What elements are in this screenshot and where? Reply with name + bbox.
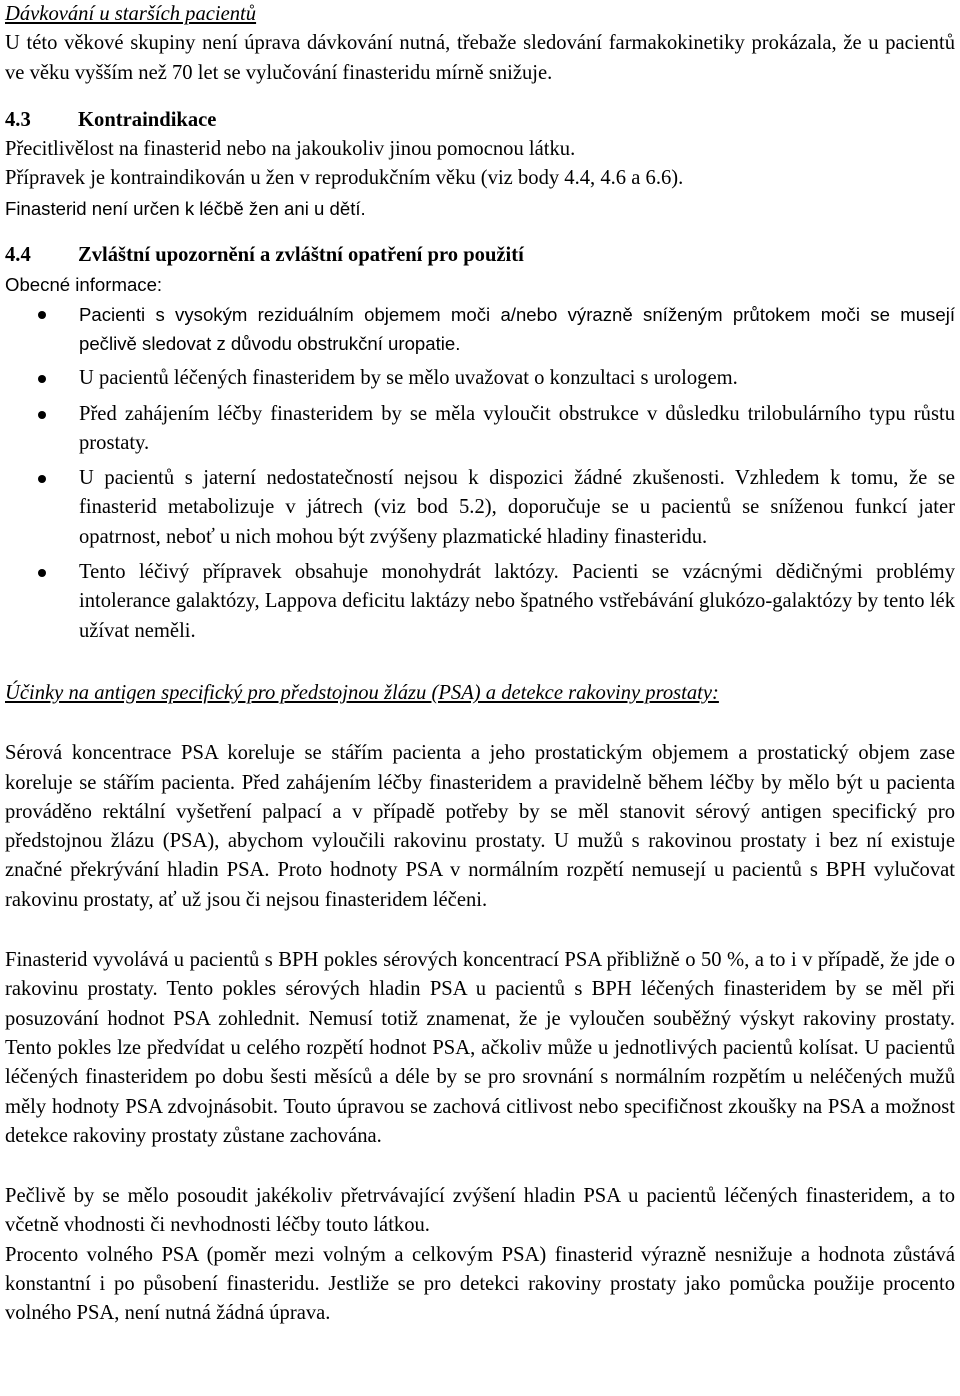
document-page [5,0,955,1329]
section-number: 4.3 [5,108,31,131]
section-4-4-heading [5,241,955,270]
psa-paragraph: Procento volného PSA (poměr mezi volným a celkovým PSA) finasterid výrazně nesnižuje a hodnota zůstává konstantní i po působení finasteridu. Jestliže se pro detekci rakoviny prostaty jako pomůcka použije procento volného PSA, není nutná žádná úprava. [5,1243,955,1325]
psa-paragraph: Finasterid vyvolává u pacientů s BPH pokles sérových koncentrací PSA přibližně o 50 %, a to i v případě, že jde o rakovinu prostaty. Tento pokles sérových hladin PSA u pacientů s BPH léčených finasteridem by se měl při posuzování hodnot PSA zohlednit. Nemusí totiž znamenat, že je vyloučen souběžný výskyt rakoviny prostaty. Tento pokles lze předvídat u celého rozpětí hodnot PSA, ačkoliv může u jednotlivých pacientů kolísat. U pacientů léčených finasteridem po dobu šesti měsíců a déle by se pro srovnání s normálním rozpětím u neléčených mužů měly hodnoty PSA zdvojnásobit. Touto úpravou se zachová citlivost nebo specifičnost zkoušky na PSA a možnost detekce rakoviny prostaty zůstane zachována. [5,949,955,1147]
psa-paragraph: Sérová koncentrace PSA koreluje se stářím pacienta a jeho prostatickým objemem a prostatický objem zase koreluje se stářím pacienta. Před zahájením léčby finasteridem a pravidelně během léčby by mělo být u pacienta prováděno rektální vyšetření palpací a v případě potřeby by se měl stanovit sérový antigen specifický pro předstojnou žlázu (PSA), abychom vyloučili rakovinu prostaty. U mužů s rakovinou prostaty i bez ní existuje značné překrývání hladin PSA. Proto hodnoty PSA v normálním rozpětí nemusejí u pacientů s BPH vylučovat rakovinu prostaty, ať už jsou či nejsou finasteridem léčeni. [5,742,955,911]
psa-paragraph: Pečlivě by se mělo posoudit jakékoliv přetrvávající zvýšení hladin PSA u pacientů léčených finasteridem, a to včetně vhodnosti či nevhodnosti léčby touto látkou. [5,1185,955,1237]
list-item: U pacientů léčených finasteridem by se mělo uvažovat o konzultaci s urologem. [5,364,955,393]
section-title: Zvláštní upozornění a zvláštní opatření pro použití [78,244,524,267]
list-item: Tento léčivý přípravek obsahuje monohydrát laktózy. Pacienti se vzácnými dědičnými problémy intolerance galaktózy, Lappova deficitu laktázy nebo špatného vstřebávání glukózo-galaktózy by tento lék užívat neměli. [5,558,955,646]
contraindication-line: Finasterid není určen k léčbě žen ani u dětí. [5,197,366,219]
elderly-dosing-text: U této věkové skupiny není úprava dávkování nutná, třebaže sledování farmakokinetiky prokázala, že u pacientů ve věku vyšším než 70 let se vylučování finasteridu mírně snižuje. [5,32,955,84]
general-info-label: Obecné informace: [5,274,163,296]
warnings-list [5,300,955,646]
bullet-icon [38,375,46,383]
section-title: Kontraindikace [78,108,217,131]
list-item: Pacienti s vysokým reziduálním objemem moči a/nebo výrazně sníženým průtokem moči se musejí pečlivě sledovat z důvodu obstrukční uropatie. [5,300,955,359]
list-item: U pacientů s jaterní nedostatečností nejsou k dispozici žádné zkušenosti. Vzhledem k tomu, že se finasterid metabolizuje v játrech (viz bod 5.2), doporučuje se u pacientů se sníženou funkcí jater opatrnost, neboť u nich mohou být zvýšeny plazmatické hladiny finasteridu. [5,464,955,552]
list-item: Před zahájením léčby finasteridem by se měla vyloučit obstrukce v důsledku trilobulárního typu růstu prostaty. [5,400,955,459]
contraindication-line: Přecitlivělost na finasterid nebo na jakoukoliv jinou pomocnou látku. [5,138,576,161]
bullet-icon [38,311,46,319]
section-number: 4.4 [5,244,31,267]
psa-heading: Účinky na antigen specifický pro předstojnou žlázu (PSA) a detekce rakoviny prostaty: [5,681,719,704]
bullet-icon [38,569,46,577]
contraindication-line: Přípravek je kontraindikován u žen v reprodukčním věku (viz body 4.4, 4.6 a 6.6). [5,167,684,190]
bullet-icon [38,475,46,483]
bullet-icon [38,411,46,419]
elderly-dosing-title: Dávkování u starších pacientů [5,3,257,25]
section-4-3-heading [5,106,955,135]
